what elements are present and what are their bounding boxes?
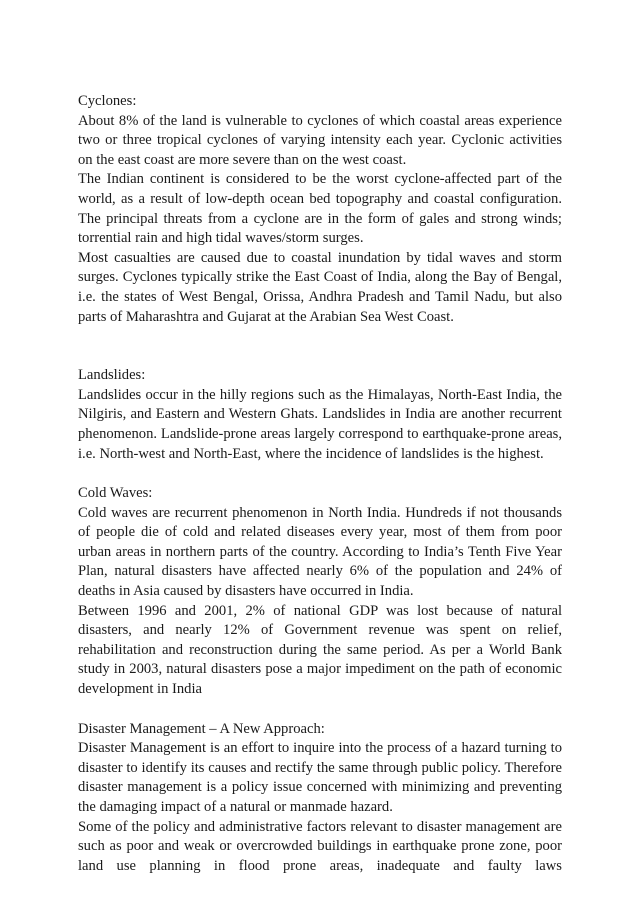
section-spacer: [78, 464, 562, 484]
section-landslides: [78, 366, 562, 464]
paragraph: Cold waves are recurrent phenomenon in North India. Hundreds if not thousands of people die of cold and related diseases every year, most of them from poor urban areas in northern parts of the country. According to India’s Tenth Five Year Plan, natural disasters have affected nearly 6% of the population and 24% of deaths in Asia caused by disasters have occurred in India.: [78, 504, 562, 600]
paragraph: The Indian continent is considered to be the worst cyclone-affected part of the world, as a result of low-depth ocean bed topography and coastal configuration. The principal threats from a cyclone are in the form of gales and strong winds; torrential rain and high tidal waves/storm surges.: [78, 171, 562, 247]
paragraph: Landslides occur in the hilly regions such as the Himalayas, North-East India, the Nilgiris, and Eastern and Western Ghats. Landslides in India are another recurrent phenomenon. Landslide-prone areas largely correspond to earthquake-prone areas, i.e. North-west and North-East, where the incidence of landslides is the highest.: [78, 386, 562, 462]
section-heading: Landslides:: [78, 367, 146, 384]
paragraph: About 8% of the land is vulnerable to cyclones of which coastal areas experience two or three tropical cyclones of varying intensity each year. Cyclonic activities on the east coast are more severe than on the west coast.: [78, 112, 562, 168]
paragraph: Disaster Management is an effort to inquire into the process of a hazard turning to disaster to identify its causes and rectify the same through public policy. Therefore disaster management is a policy issue concerned with minimizing and preventing the damaging impact of a natural or manmade hazard.: [78, 740, 562, 815]
section-spacer: [78, 700, 562, 720]
section-spacer: [78, 327, 562, 366]
paragraph: Between 1996 and 2001, 2% of national GDP was lost because of natural disasters, and nearly 12% of Government revenue was spent on relief, rehabilitation and reconstruction during the same period. As per a World Bank study in 2003, natural disasters pose a major impediment on the path of economic development in India: [78, 602, 562, 698]
section-cyclones: [78, 92, 562, 327]
document-page: [78, 92, 562, 876]
section-cold-waves: [78, 484, 562, 700]
paragraph: Some of the policy and administrative factors relevant to disaster management are such as poor and weak or overcrowded buildings in earthquake prone zone, poor land use planning in flood prone areas, inadequate and faulty laws: [78, 818, 562, 874]
section-heading: Disaster Management – A New Approach:: [78, 720, 325, 737]
section-heading: Cold Waves:: [78, 485, 153, 502]
section-heading: Cyclones:: [78, 93, 137, 109]
paragraph: Most casualties are caused due to coastal inundation by tidal waves and storm surges. Cyclones typically strike the East Coast of India, along the Bay of Bengal, i.e. the states of West Bengal, Orissa, Andhra Pradesh and Tamil Nadu, but also parts of Maharashtra and Gujarat at the Arabian Sea West Coast.: [78, 249, 562, 325]
section-disaster-management: [78, 720, 562, 877]
